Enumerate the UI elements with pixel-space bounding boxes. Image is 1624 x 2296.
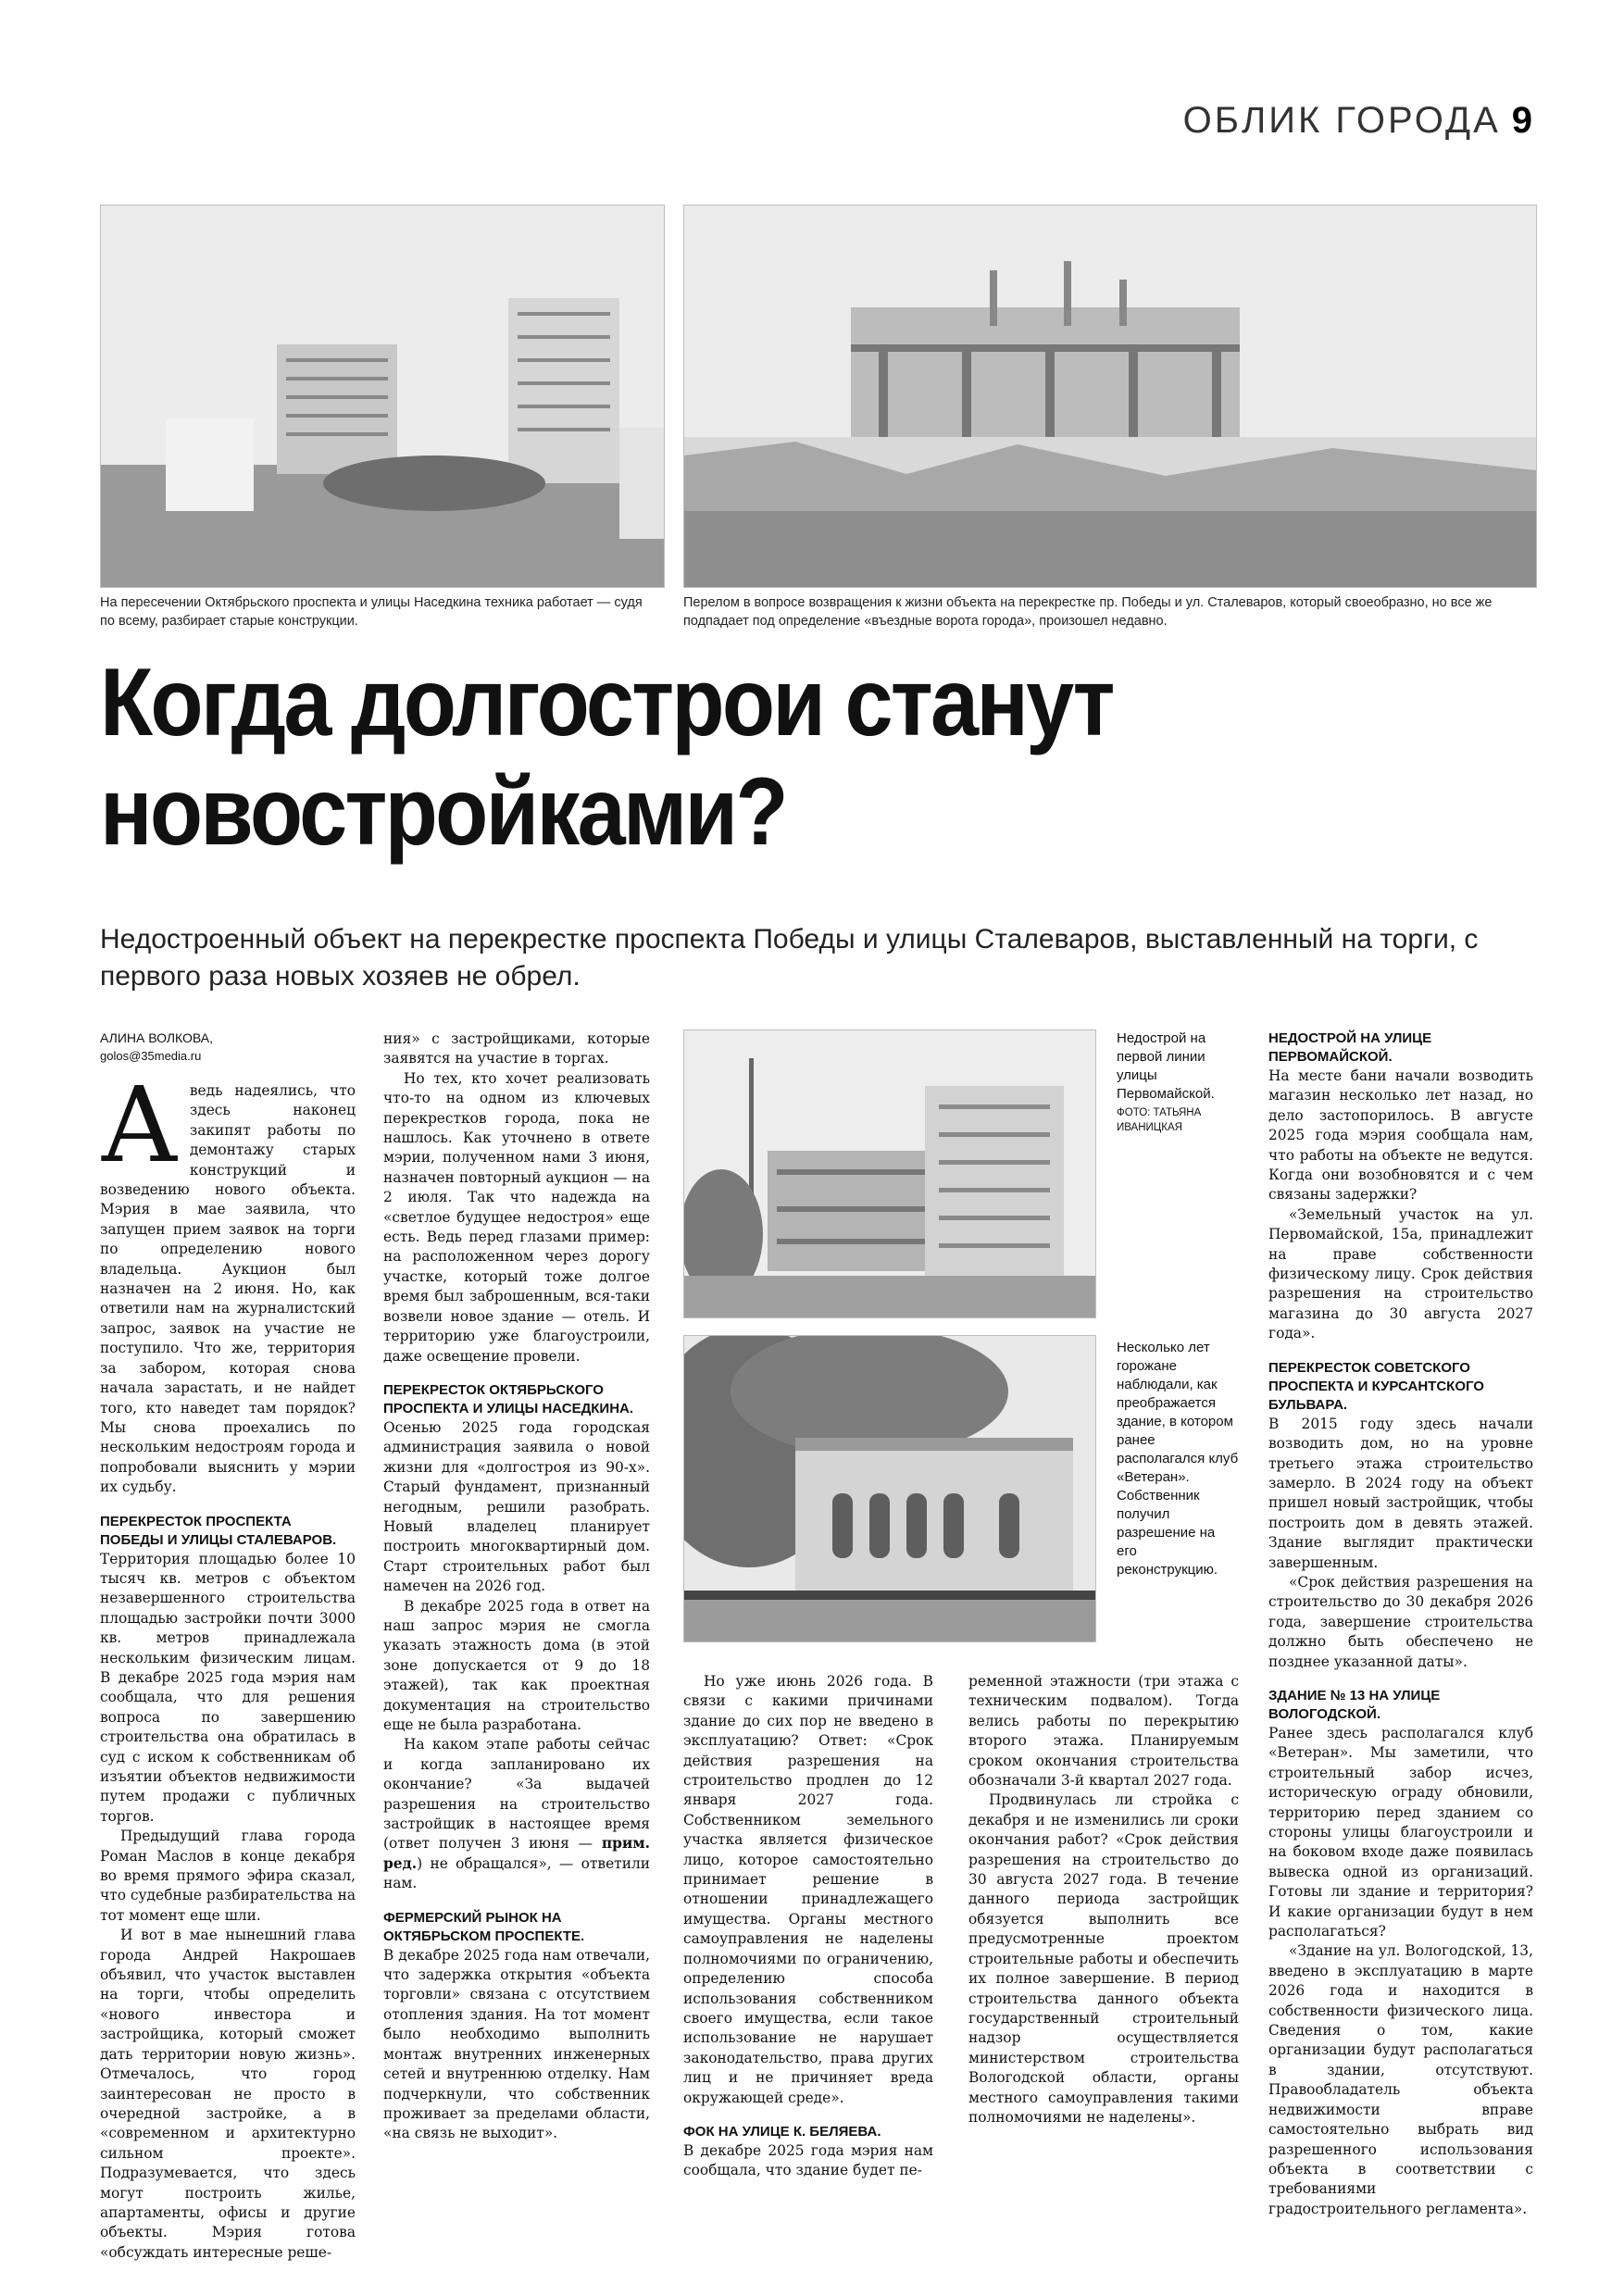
photo-pervomayskaya — [683, 1029, 1096, 1318]
photo-illustration — [101, 206, 664, 587]
column-5 — [1268, 1029, 1533, 2219]
lead-paragraph: Недостроенный объект на перекрестке проспекта Победы и улицы Сталеваров, выставленный на торги, с первого раза новых хозяев не обрел. — [100, 924, 1479, 992]
paragraph: «Здание на ул. Вологодской, 13, введено в эксплуатацию в марте 2026 года и находится в собственности физического лица. Сведения о том, какие организации будут располагаться в здании, отсутствуют. Правообладатель объекта недвижимости вправе самостоятельно выбрать вид разрешенного использования объекта в соответствии с требованиями градостроительного регламента». — [1268, 1942, 1533, 2217]
caption-vologodskaya-13: Несколько лет горожане наблюдали, как преображается здание, в котором ранее располагался клуб «Ветеран». Собственник получил разрешение на его реконструкцию. — [1117, 1340, 1239, 1578]
caption-pervomayskaya: Недострой на первой линии улицы Первомайской. ФОТО: ТАТЬЯНА ИВАНИЦКАЯ — [1117, 1029, 1239, 1135]
photo-illustration — [684, 1336, 1095, 1641]
subhead-pervomayskaya: НЕДОСТРОЙ НА УЛИЦЕ ПЕРВОМАЙСКОЙ. — [1268, 1030, 1432, 1065]
byline — [100, 1029, 356, 1065]
paragraph: Но тех, кто хочет реализовать что-то на одном из ключевых перекрестков города, пока не нашлось. Как уточнено в ответе мэрии, полученном нами 3 июня, назначен повторный аукцион — на 2 июля. Так что надежда на «светлое будущее недостроя» еще есть. Ведь перед глазами пример: на расположенном через дорогу участке, который тоже долгое время был заброшенным, вся-таки возвели новое здание — отель. И территорию уже благоустроили, даже освещение провели. — [383, 1069, 650, 1365]
paragraph: Продвинулась ли стройка с декабря и не изменились ли сроки окончания работ? «Срок действия разрешения на строительство до 30 августа 2027 года. В течение данного периода застройщик обязуется выполнить все предусмотренные проектом строительные работы и обеспечить их полное завершение. В период строительства данного объекта государственный строительный надзор осуществляется министерством строительства Вологодской области, органы местного самоуправления такими полномочиями не наделены». — [968, 1791, 1239, 2126]
paragraph: «Срок действия разрешения на строительство до 30 декабря 2026 года, завершение строительства должно быть обеспечено не позднее указанной даты». — [1268, 1573, 1533, 1670]
caption-top-left: На пересечении Октябрьского проспекта и улицы Наседкина техника работает — судя по всему, разбирает старые конструкции. — [100, 595, 643, 629]
author-name: АЛИНА ВОЛКОВА, — [100, 1030, 214, 1045]
photo-oktyabrsky-naseidkina — [100, 205, 665, 588]
paragraph: ния» с застройщиками, которые заявятся на участие в торгах. — [383, 1030, 650, 1067]
paragraph: Ранее здесь располагался клуб «Ветеран». Мы заметили, что строительный забор исчез, историческую ограду обновили, территорию перед зданием со стороны улицы благоустроили и на боковом входе даже появилась вывеска одной из организаций. Готовы ли здание и территория? И какие организации будут в нем располагаться? — [1268, 1724, 1533, 1940]
caption-top-right: Перелом в вопросе возвращения к жизни объекта на перекрестке пр. Победы и ул. Сталеваров, который своеобразно, но все же подпадает под определение «въездные ворота города», произошел недавно. — [683, 595, 1493, 629]
column-3 — [683, 1672, 933, 2181]
paragraph: И вот в мае нынешний глава города Андрей Накрошаев объявил, что участок выставлен на торги, чтобы определить «нового инвестора и застройщика, который сможет дать территории новую жизнь». Отмечалось, что город заинтересован не просто в очередной застройке, а в «современном и архитектурно сильном проекте». Подразумевается, что здесь могут построить жилье, апартаменты, офисы и другие объекты. Мэрия готова «обсуждать интересные реше- — [100, 1927, 356, 2261]
column-2 — [383, 1029, 650, 2144]
headline-line-1: Когда долгострои станут — [100, 649, 1113, 756]
headline — [100, 648, 1400, 867]
paragraph: В декабре 2025 года нам отвечали, что задержка открытия «объекта торговли» связана с отсутствием отопления здания. На тот момент было необходимо выполнить монтаж внутренних инженерных сетей и внутреннюю отделку. Нам подчеркнули, что собственник проживает за пределами области, «на связь не выходит». — [383, 1946, 650, 2142]
section-header — [1183, 100, 1535, 142]
subhead-pobedy-stalevarov: ПЕРЕКРЕСТОК ПРОСПЕКТА ПОБЕДЫ И УЛИЦЫ СТАЛЕВАРОВ. — [100, 1513, 337, 1548]
subhead-vologodskaya-13: ЗДАНИЕ № 13 НА УЛИЦЕ ВОЛОГОДСКОЙ. — [1268, 1687, 1441, 1722]
headline-line-2: новостройками? — [100, 758, 786, 866]
paragraph: ременной этажности (три этажа с техническим подвалом). Тогда велись работы по перекрытию второго этажа. Планируемым сроком окончания строительства обозначали 3-й квартал 2027 года. — [968, 1673, 1239, 1790]
photo-illustration — [684, 206, 1536, 587]
photo-vologodskaya-13 — [683, 1335, 1096, 1642]
editor-note: прим. ред. — [383, 1835, 650, 1872]
paragraph: Предыдущий глава города Роман Маслов в конце декабря во время прямого эфира сказал, что судебные разбирательства на тот момент еще шли. — [100, 1828, 356, 1924]
section-title: ОБЛИК ГОРОДА — [1182, 100, 1501, 141]
subhead-sovetsky-kursantsky: ПЕРЕКРЕСТОК СОВЕТСКОГО ПРОСПЕКТА И КУРСАНТСКОГО БУЛЬВАРА. — [1268, 1359, 1484, 1413]
column-1 — [100, 1029, 356, 2263]
drop-cap: А — [100, 1066, 179, 1186]
paragraph: «Земельный участок на ул. Первомайской, 15а, принадлежит на праве собственности физическому лицу. Срок действия разрешения на строительство магазина до 30 августа 2027 года». — [1268, 1205, 1533, 1342]
photo-illustration — [684, 1030, 1095, 1317]
subhead-fok-belyaeva: ФОК НА УЛИЦЕ К. БЕЛЯЕВА. — [683, 2123, 881, 2140]
photo-credit: ФОТО: ТАТЬЯНА ИВАНИЦКАЯ — [1117, 1107, 1202, 1133]
column-4 — [968, 1672, 1239, 2128]
paragraph: Но уже июнь 2026 года. В связи с какими причинами здание до сих пор не введено в эксплуатацию? Ответ: «Срок действия разрешения на строительство продлен до 12 января 2027 года. Собственником земельного участка является физическое лицо, которое самостоятельно принимает решение в отношении принадлежащего имущества. Органы местного самоуправления не наделены полномочиями по ограничению, определению способа использования собственником своего имущества, если такое использование не нарушает законодательство, права других лиц и не причиняет вреда окружающей среде». — [683, 1673, 933, 2106]
subhead-farmers-market: ФЕРМЕРСКИЙ РЫНОК НА ОКТЯБРЬСКОМ ПРОСПЕКТЕ. — [383, 1909, 585, 1944]
photo-pobedy-stalevarov — [683, 205, 1537, 588]
author-email: golos@35media.ru — [100, 1049, 202, 1063]
paragraph: В декабре 2025 года в ответ на наш запрос мэрия не смогла указать этажность дома (в этой зоне допускается от 9 до 18 этажей), так как проектная документация на строительство еще не была разработана. — [383, 1597, 650, 1733]
paragraph: Осенью 2025 года городская администрация заявила о новой жизни для «долгостроя из 90-х». Старый фундамент, признанный негодным, решили разобрать. Новый владелец планирует построить многоквартирный дом. Старт строительных работ был намечен на 2026 год. — [383, 1418, 650, 1595]
paragraph: В 2015 году здесь начали возводить дом, но на уровне третьего этажа строительство замерло. В 2024 году на объект пришел новый застройщик, чтобы построить дом в девять этажей. Здание выглядит практически завершенным. — [1268, 1415, 1533, 1571]
subhead-oktyabrsky-naseidkina: ПЕРЕКРЕСТОК ОКТЯБРЬСКОГО ПРОСПЕКТА И УЛИЦЫ НАСЕДКИНА. — [383, 1381, 634, 1416]
paragraph: На каком этапе работы сейчас и когда запланировано их окончание? «За выдачей разрешения на строительство застройщик в настоящее время (ответ получен 3 июня — прим. ред.) не обращался», — ответили нам. — [383, 1736, 650, 1892]
paragraph: В декабре 2025 года мэрия нам сообщала, что здание будет пе- — [683, 2141, 933, 2179]
page-number: 9 — [1511, 100, 1535, 141]
paragraph: Территория площадью более 10 тысяч кв. метров с объектом незавершенного строительства площадью застройки почти 3000 кв. метров принадлежала нескольким физическим лицам. В декабре 2025 года мэрия нам сообщала, что для решения вопроса по завершению строительства она обратилась в суд с иском к собственникам об изъятии объектов недвижимости путем продажи с публичных торгов. — [100, 1550, 356, 1825]
paragraph: На месте бани начали возводить магазин несколько лет назад, но дело застопорилось. В августе 2025 года мэрия сообщала нам, что работы на объекте не ведутся. Когда они возобновятся и с чем связаны задержки? — [1268, 1067, 1533, 1204]
intro-paragraph: Аведь надеялись, что здесь наконец закипят работы по демонтажу старых конструкций и возведению нового объекта. Мэрия в мае заявила, что запущен прием заявок на торги по определению нового владельца. Аукцион был назначен на 2 июня. Но, как ответили нам на журналистский запрос, заявок на участие не поступило. Что же, территория за забором, которая снова начала зарастать, и не найдет того, кто наведет там порядок? Мы снова проехались по нескольким недостроям города и попробовали выяснить у мэрии их судьбу. — [100, 1066, 356, 1496]
